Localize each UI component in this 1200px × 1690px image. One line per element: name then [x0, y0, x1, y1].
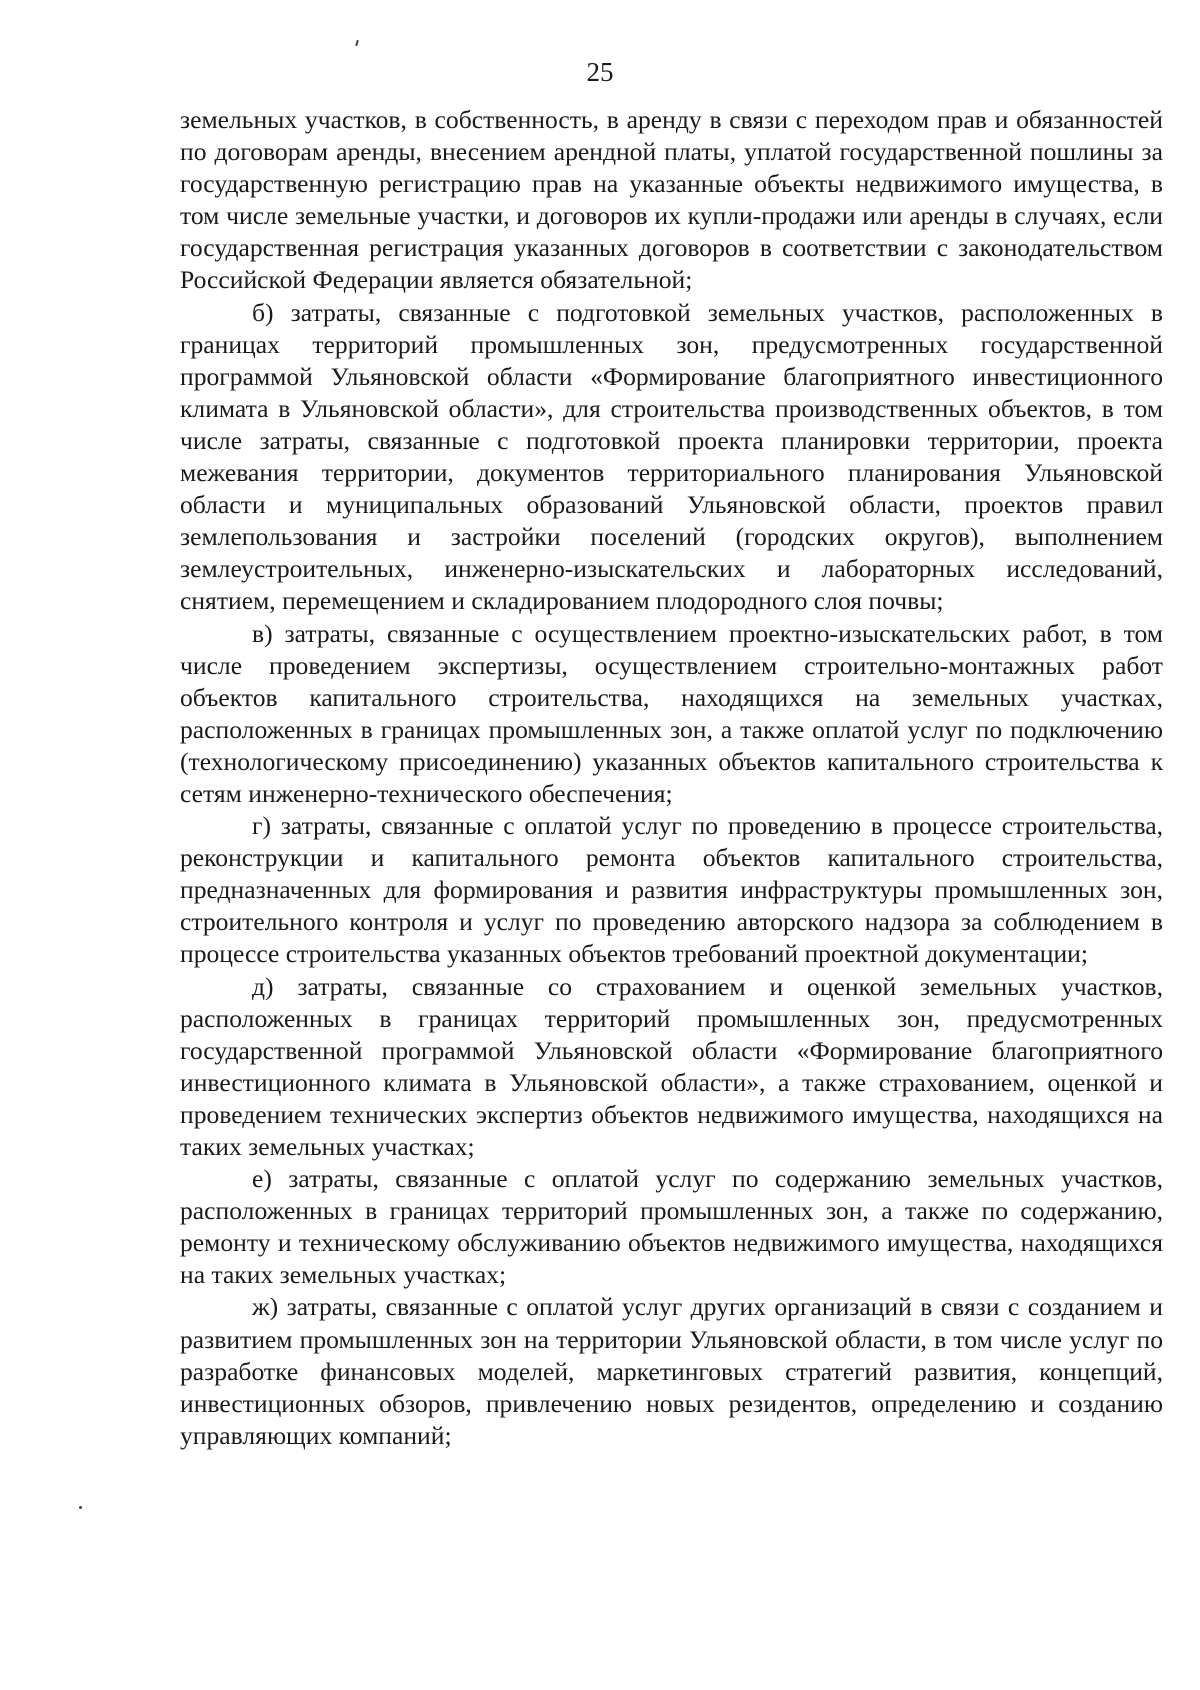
- paragraph-v: в) затраты, связанные с осуществлением проектно-изыскательских работ, в том числе проведением экспертизы, осуществлением строительно-монтажных работ объектов капитального строительства, находящихся на земельных участках, расположенных в границах промышленных зон, а также оплатой услуг по подключению (технологическому присоединению) указанных объектов капитального строительства к сетям инженерно-технического обеспечения;: [180, 618, 1163, 808]
- scan-dot: [79, 1506, 82, 1509]
- paragraph-b: б) затраты, связанные с подготовкой земельных участков, расположенных в границах территорий промышленных зон, предусмотренных государственной программой Ульяновской области «Формирование благоприятного инвестиционного климата в Ульяновской области», для строительства производственных объектов, в том числе затраты, связанные с подготовкой проекта планировки территории, проекта межевания территории, документов территориального планирования Ульяновской области и муниципальных образований Ульяновской области, проектов правил землепользования и застройки поселений (городских округов), выполнением землеустроительных, инженерно-изыскательских и лабораторных исследований, снятием, перемещением и складированием плодородного слоя почвы;: [180, 297, 1163, 616]
- paragraph-e: е) затраты, связанные с оплатой услуг по содержанию земельных участков, расположенных в границах территорий промышленных зон, а также по содержанию, ремонту и техническому обслуживанию объектов недвижимого имущества, находящихся на таких земельных участках;: [180, 1164, 1163, 1290]
- page-number: 25: [586, 57, 614, 87]
- paragraph-continuation: земельных участков, в собственность, в аренду в связи с переходом прав и обязанностей по договорам аренды, внесением арендной платы, уплатой государственной пошлины за государственную регистрацию прав на указанные объекты недвижимого имущества, в том числе земельные участки, и договоров их купли-продажи или аренды в случаях, если государственная регистрация указанных договоров в соответствии с законодательством Российской Федерации является обязательной;: [180, 105, 1163, 295]
- paragraph-zh: ж) затраты, связанные с оплатой услуг других организаций в связи с созданием и развитием промышленных зон на территории Ульяновской области, в том числе услуг по разработке финансовых моделей, маркетинговых стратегий развития, концепций, инвестиционных обзоров, привлечению новых резидентов, определению и созданию управляющих компаний;: [180, 1292, 1163, 1450]
- document-body: [180, 104, 1163, 1452]
- paragraph-g: г) затраты, связанные с оплатой услуг по проведению в процессе строительства, реконструкции и капитального ремонта объектов капитального строительства, предназначенных для формирования и развития инфраструктуры промышленных зон, строительного контроля и услуг по проведению авторского надзора за соблюдением в процессе строительства указанных объектов требований проектной документации;: [180, 811, 1163, 969]
- scan-mark: [355, 40, 358, 46]
- paragraph-d: д) затраты, связанные со страхованием и оценкой земельных участков, расположенных в границах территорий промышленных зон, предусмотренных государственной программой Ульяновской области «Формирование благоприятного инвестиционного климата в Ульяновской области», а также страхованием, оценкой и проведением технических экспертиз объектов недвижимого имущества, находящихся на таких земельных участках;: [180, 971, 1163, 1161]
